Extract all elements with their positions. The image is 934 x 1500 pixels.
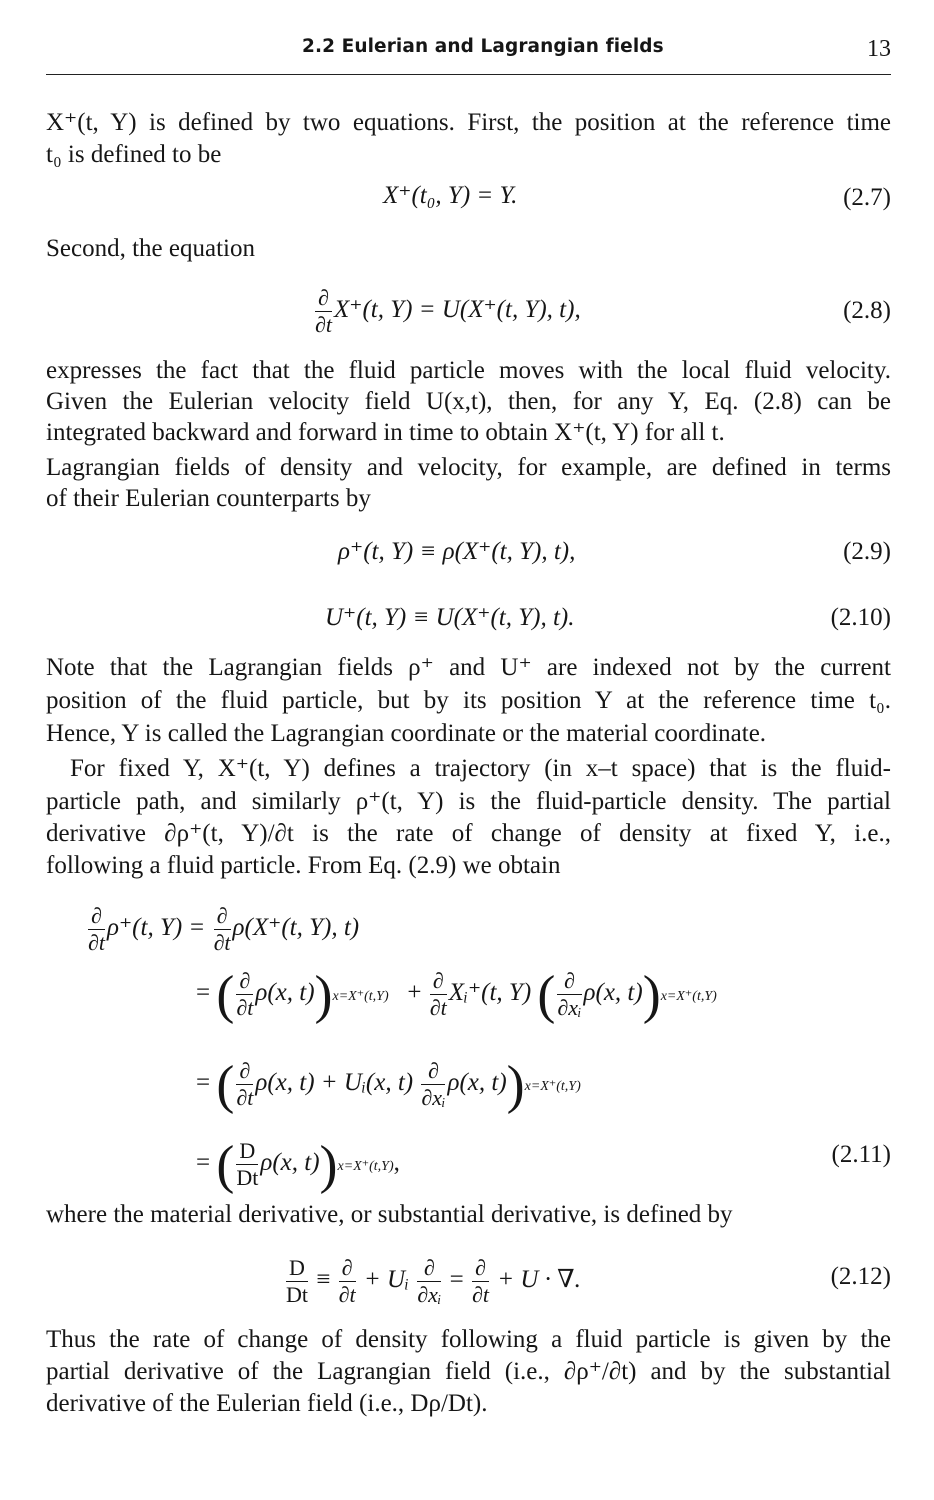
equation-number: (2.11) <box>831 1141 891 1168</box>
equation-2-12: $\frac{D}{Dt}$ ≡ $\frac{\partial}{\partial t}$ + Uᵢ $\frac{\partial}{\text{∂xᵢ}}$ = $\frac{\partial}{\partial t}$ + U · ∇. <box>286 1255 581 1307</box>
paragraph-line: expresses the fact that the fluid particle moves with the local fluid velocity. <box>46 357 891 384</box>
paragraph-line: following a fluid particle. From Eq. (2.9) we obtain <box>46 852 561 879</box>
equation-2-10: U⁺(t, Y) ≡ U(X⁺(t, Y), t). <box>325 604 575 631</box>
paragraph-line: Given the Eulerian velocity field U(x,t), then, for any Y, Eq. (2.8) can be <box>46 388 891 415</box>
paragraph-line: Note that the Lagrangian fields ρ⁺ and U⁺ are indexed not by the current <box>46 654 891 681</box>
equation-2-8: $\frac{\partial}{\partial t}$ X⁺(t, Y) = U(X⁺(t, Y), t), <box>315 285 581 337</box>
page-number: 13 <box>867 36 891 62</box>
paragraph-line: derivative ∂ρ⁺(t, Y)/∂t is the rate of change of density at fixed Y, i.e., <box>46 820 891 847</box>
paragraph-line: partial derivative of the Lagrangian field (i.e., ∂ρ⁺/∂t) and by the substantial <box>46 1358 891 1385</box>
paragraph-line: where the material derivative, or substantial derivative, is defined by <box>46 1201 733 1228</box>
section-title: 2.2 Eulerian and Lagrangian fields <box>302 36 664 57</box>
paragraph-line: position of the fluid particle, but by its position Y at the reference time t₀. <box>46 687 891 714</box>
paragraph-line: Thus the rate of change of density following a fluid particle is given by the <box>46 1326 891 1353</box>
equation-2-9: ρ⁺(t, Y) ≡ ρ(X⁺(t, Y), t), <box>338 538 576 565</box>
equation-number: (2.9) <box>843 538 891 565</box>
equation-2-11-line-1: $\frac{\partial}{\partial t}$ ρ⁺(t, Y) = $\frac{\partial}{\partial t}$ ρ(X⁺(t, Y), t) <box>88 903 360 955</box>
paragraph-line: of their Eulerian counterparts by <box>46 485 371 512</box>
equation-number: (2.12) <box>830 1263 891 1290</box>
equation-number: (2.8) <box>843 297 891 324</box>
equation-2-11-line-3: = ( $\frac{\partial}{\partial t}$ ρ(x, t) + Uᵢ(x, t) $\frac{\partial}{\text{∂xᵢ}}$ ρ(x, t))x=X⁺(t,Y) <box>196 1054 581 1115</box>
running-header <box>46 34 891 75</box>
equation-2-7: X⁺(t₀, Y) = Y. <box>383 182 518 209</box>
equation-number: (2.10) <box>830 604 891 631</box>
paragraph-line: particle path, and similarly ρ⁺(t, Y) is the fluid-particle density. The partial <box>46 788 891 815</box>
paragraph-line: integrated backward and forward in time to obtain X⁺(t, Y) for all t. <box>46 419 725 446</box>
equation-2-11-line-2: = ( $\frac{\partial}{\partial t}$ ρ(x, t))x=X⁺(t,Y) + $\frac{\partial}{\partial t}$ Xᵢ⁺(t, Y) ( $\frac{\partial}{\text{∂xᵢ}}$ ρ(x, t))x=X⁺(t,Y) <box>196 964 717 1025</box>
paragraph-line: derivative of the Eulerian field (i.e., Dρ/Dt). <box>46 1390 488 1417</box>
paragraph-line: For fixed Y, X⁺(t, Y) defines a trajectory (in x–t space) that is the fluid- <box>70 755 891 782</box>
equation-2-11-line-4: = ( $\frac{D}{Dt}$ ρ(x, t))x=X⁺(t,Y), <box>196 1134 400 1195</box>
paragraph-line: t₀ is defined to be <box>46 141 222 168</box>
paragraph-line: Lagrangian fields of density and velocity, for example, are defined in terms <box>46 454 891 481</box>
paragraph-line: X⁺(t, Y) is defined by two equations. First, the position at the reference time <box>46 109 891 136</box>
paragraph-line: Second, the equation <box>46 235 255 262</box>
paragraph-line: Hence, Y is called the Lagrangian coordinate or the material coordinate. <box>46 720 767 747</box>
equation-number: (2.7) <box>843 184 891 211</box>
